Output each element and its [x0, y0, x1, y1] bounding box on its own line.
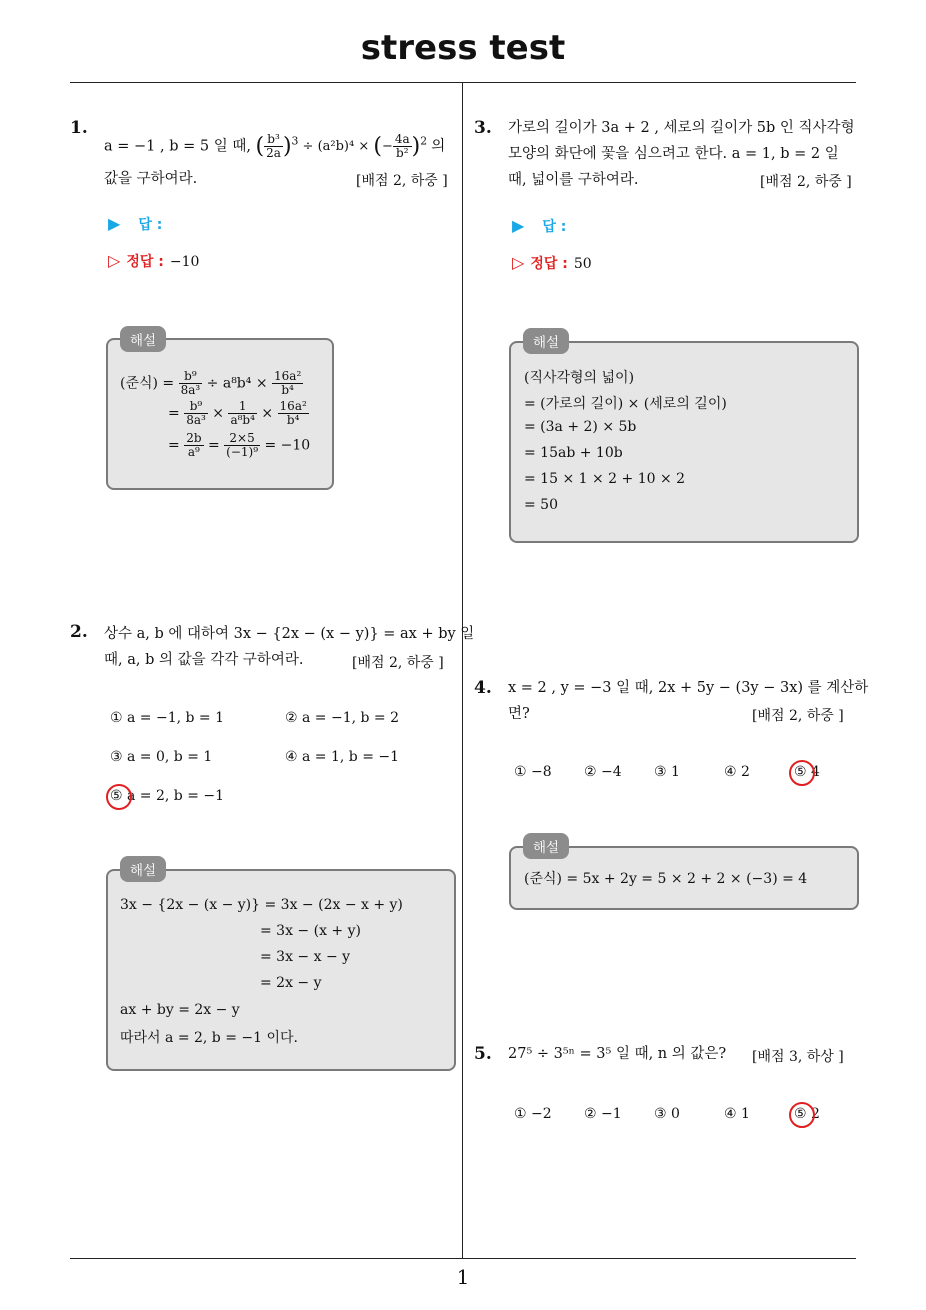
q3-sol-line1: (직사각형의 넓이): [524, 370, 635, 386]
q4-line1: x = 2 , y = −3 일 때, 2x + 5y − (3y − 3x) 를 계산하: [508, 680, 869, 696]
q1-sol-line1: (준식) = $\frac{\text{b⁹}}{\text{8a³}}$ ÷ a⁸b⁴ × $\frac{\text{16a²}}{\text{b⁴}}$: [120, 369, 302, 397]
answer-label: 답 :: [138, 217, 163, 233]
q1-line1-prefix: a = −1 , b = 5 일 때,: [104, 138, 251, 155]
q3-sol-line3: = (3a + 2) × 5b: [524, 419, 637, 435]
q2-choice-5[interactable]: ⑤ a = 2, b = −1: [110, 788, 225, 804]
q5-choice-5[interactable]: ⑤ 2: [794, 1106, 820, 1122]
q1-line1-suffix: 의: [431, 138, 446, 155]
answer-label: 답 :: [542, 219, 567, 235]
q2-line1: 상수 a, b 에 대하여 3x − {2x − (x − y)} = ax + by 일: [104, 626, 475, 642]
q1-number: 1.: [70, 118, 88, 138]
answer-triangle-icon: ▶: [512, 216, 525, 235]
q1-sol-text4: = −10: [264, 437, 311, 454]
top-rule: [70, 82, 856, 83]
q4-choice-3[interactable]: ③ 1: [654, 764, 680, 780]
q3-correct-row: [512, 253, 592, 273]
q3-sol-line2: = (가로의 길이) × (세로의 길이): [524, 396, 727, 412]
q3-line3: 때, 넓이를 구하여라.: [508, 172, 639, 188]
q2-sol-line2: = 3x − (x + y): [260, 923, 361, 939]
q1-sol-text1: (준식) =: [120, 375, 175, 392]
page-title: stress test: [360, 28, 566, 68]
q2-choice-1[interactable]: ① a = −1, b = 1: [110, 710, 225, 726]
q5-score: [배점 3, 하상 ]: [752, 1049, 844, 1065]
q5-choice-4[interactable]: ④ 1: [724, 1106, 750, 1122]
q1-sol-line3: = $\frac{2b}{\text{a⁹}}$ = $\frac{2\times 5}{\text{(−1)⁹}}$ = −10: [168, 431, 311, 459]
q1-expression: ( $\frac{\text{b³}}{2a}$ )$^3$ ÷ (a²b)⁴ × (− $\frac{4a}{\text{b²}}$ )$^2$: [255, 132, 428, 161]
answer-triangle-icon: ▶: [108, 214, 121, 233]
q1-sol-text2: =: [168, 405, 180, 422]
q4-score: [배점 2, 하중 ]: [752, 708, 844, 724]
q4-answer-circle-icon: [789, 760, 815, 786]
q1-answer-row: [108, 214, 162, 234]
q2-sol-line6: 따라서 a = 2, b = −1 이다.: [120, 1030, 298, 1046]
q4-choice-4[interactable]: ④ 2: [724, 764, 750, 780]
q2-sol-line5: ax + by = 2x − y: [120, 1002, 240, 1018]
q2-choice-4[interactable]: ④ a = 1, b = −1: [285, 749, 400, 765]
q2-answer-circle-icon: [106, 784, 132, 810]
q2-choice-2[interactable]: ② a = −1, b = 2: [285, 710, 400, 726]
q5-answer-circle-icon: [789, 1102, 815, 1128]
q5-choice-1[interactable]: ① −2: [514, 1106, 552, 1122]
correct-label: 정답 :: [530, 256, 568, 272]
q1-line1: [104, 128, 445, 160]
q1-explanation-tag: 해설: [120, 326, 166, 352]
q5-number: 5.: [474, 1044, 492, 1064]
column-divider: [462, 83, 463, 1259]
q3-sol-line5: = 15 × 1 × 2 + 10 × 2: [524, 471, 686, 487]
q1-correct-row: [108, 251, 199, 271]
q3-sol-line6: = 50: [524, 497, 558, 513]
q3-sol-line4: = 15ab + 10b: [524, 445, 623, 461]
q2-sol-line1: 3x − {2x − (x − y)} = 3x − (2x − x + y): [120, 897, 403, 913]
q3-correct-value: 50: [573, 256, 592, 272]
q1-score: [배점 2, 하중 ]: [356, 173, 448, 189]
q5-choice-2[interactable]: ② −1: [584, 1106, 622, 1122]
q3-explanation-tag: 해설: [523, 328, 569, 354]
q3-answer-row: [512, 216, 566, 236]
q4-choice-1[interactable]: ① −8: [514, 764, 552, 780]
q1-sol-line2: = $\frac{\text{b⁹}}{\text{8a³}}$ × $\frac{1}{\text{a⁸b⁴}}$ × $\frac{\text{16a²}}{\text{b⁴}}$: [168, 399, 307, 427]
q4-line2: 면?: [508, 706, 530, 722]
q2-score: [배점 2, 하중 ]: [352, 655, 444, 671]
q1-correct-value: −10: [169, 254, 200, 270]
q4-explanation-tag: 해설: [523, 833, 569, 859]
q1-sol-text3: =: [168, 437, 180, 454]
correct-triangle-icon: ▷: [108, 251, 121, 270]
q4-sol-line1: (준식) = 5x + 2y = 5 × 2 + 2 × (−3) = 4: [524, 871, 808, 887]
q2-number: 2.: [70, 622, 88, 642]
q3-line2: 모양의 화단에 꽃을 심으려고 한다. a = 1, b = 2 일: [508, 146, 839, 162]
q2-sol-line3: = 3x − x − y: [260, 949, 351, 965]
q4-choice-2[interactable]: ② −4: [584, 764, 622, 780]
q2-sol-line4: = 2x − y: [260, 975, 322, 991]
page-number: 1: [456, 1265, 470, 1289]
bottom-rule: [70, 1258, 856, 1259]
q5-line1: 27⁵ ÷ 3⁵ⁿ = 3⁵ 일 때, n 의 값은?: [508, 1046, 727, 1062]
q5-choice-3[interactable]: ③ 0: [654, 1106, 680, 1122]
q4-number: 4.: [474, 678, 492, 698]
q3-line1: 가로의 길이가 3a + 2 , 세로의 길이가 5b 인 직사각형: [508, 120, 855, 136]
q4-choice-5[interactable]: ⑤ 4: [794, 764, 820, 780]
q2-choice-3[interactable]: ③ a = 0, b = 1: [110, 749, 213, 765]
q1-line2: 값을 구하여라.: [104, 171, 198, 187]
q2-explanation-tag: 해설: [120, 856, 166, 882]
correct-triangle-icon: ▷: [512, 253, 525, 272]
q2-line2: 때, a, b 의 값을 각각 구하여라.: [104, 652, 304, 668]
q3-score: [배점 2, 하중 ]: [760, 174, 852, 190]
q3-number: 3.: [474, 118, 492, 138]
correct-label: 정답 :: [126, 254, 164, 270]
